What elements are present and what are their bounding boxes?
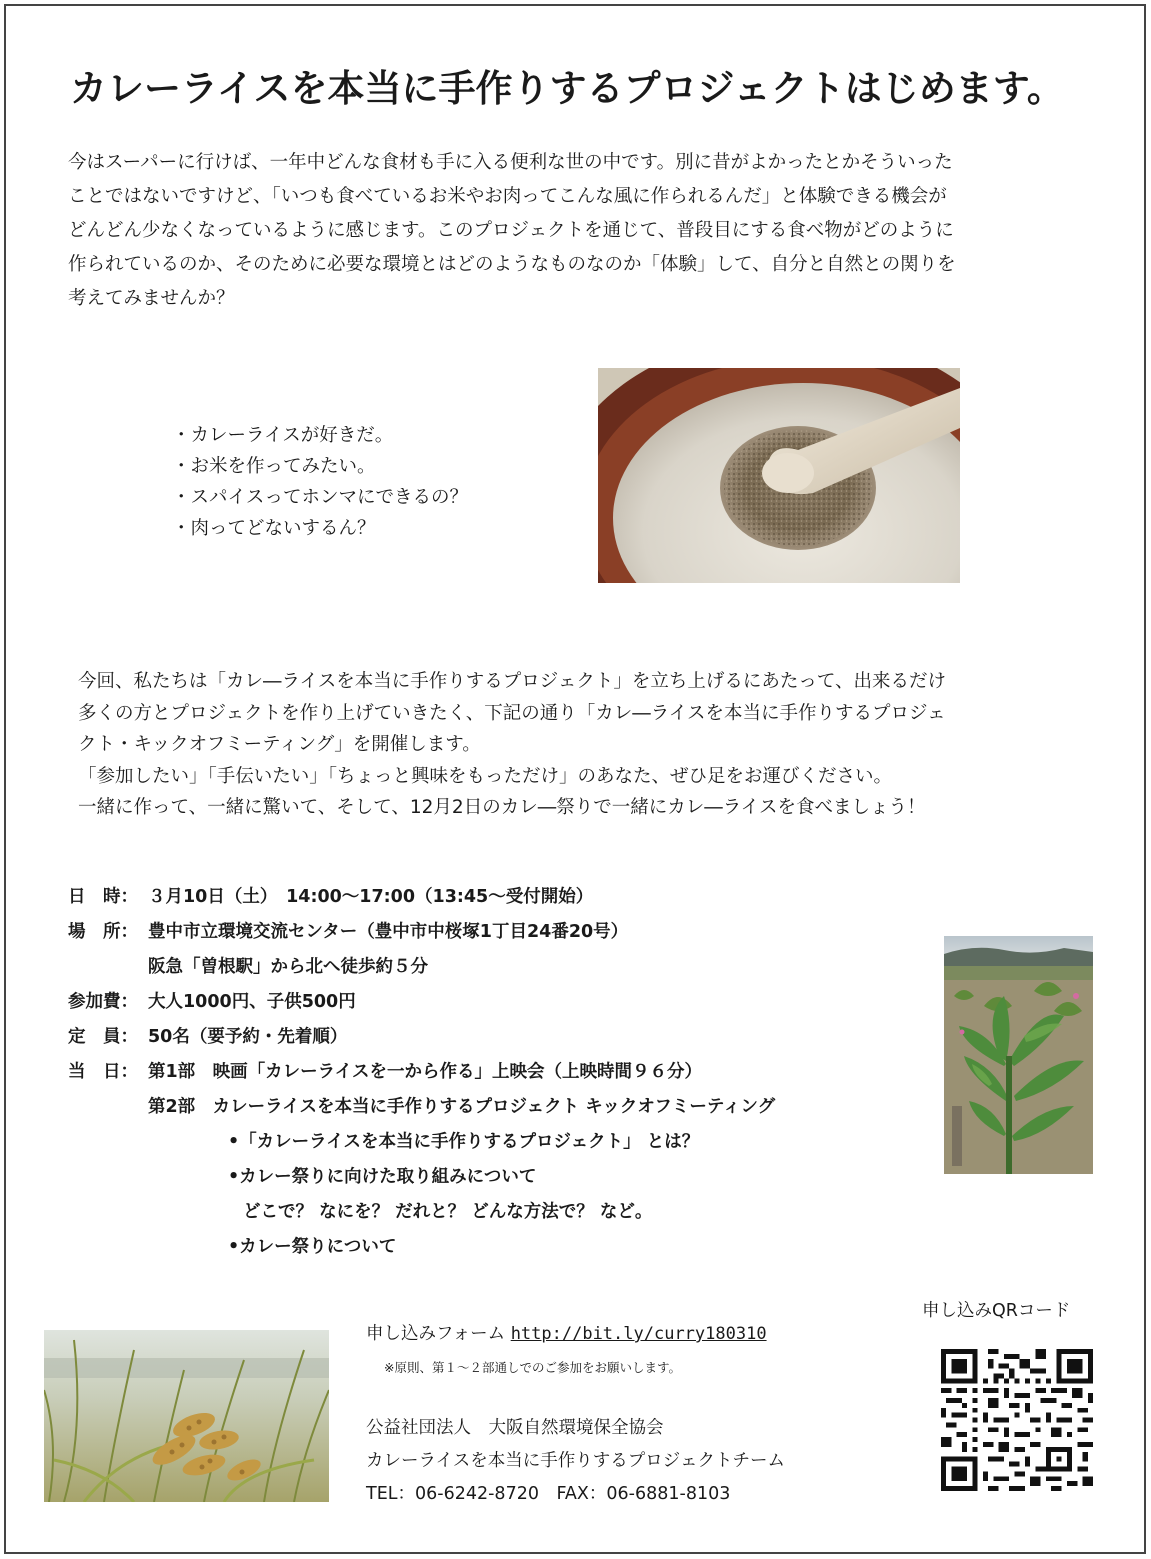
- program-item: •「カレーライスを本当に手作りするプロジェクト」 とは？: [228, 1132, 700, 1152]
- bullet-item: ・スパイスってホンマにできるの？: [172, 487, 469, 508]
- organization-name: 公益社団法人 大阪自然環境保全協会: [366, 1418, 664, 1438]
- date-label: 日 時：: [68, 887, 138, 907]
- program-item: •カレー祭りについて: [228, 1237, 397, 1257]
- part1-program: 第1部 映画「カレーライスを一から作る」上映会（上映時間９６分）: [148, 1062, 702, 1082]
- capacity-value: 50名（要予約・先着順）: [148, 1027, 348, 1047]
- organizer-info: [366, 1412, 785, 1511]
- announcement-line: 多くの方とプロジェクトを作り上げていきたく、下記の通り「カレ―ライスを本当に手作りするプロジェ: [78, 702, 946, 724]
- qr-code[interactable]: [941, 1349, 1093, 1491]
- bullet-item: ・カレーライスが好きだ。: [172, 425, 394, 446]
- team-name: カレーライスを本当に手作りするプロジェクトチーム: [366, 1451, 785, 1471]
- intro-line: 考えてみませんか？: [68, 288, 235, 309]
- intro-line: 作られているのか、そのために必要な環境とはどのようなものなのか「体験」して、自分と自然との関りを: [68, 254, 956, 275]
- fee-label: 参加費：: [68, 992, 138, 1012]
- turmeric-field-photo: [944, 936, 1093, 1174]
- part2-program: 第2部 カレーライスを本当に手作りするプロジェクト キックオフミーティング: [148, 1097, 776, 1117]
- program-item: •カレー祭りに向けた取り組みについて: [228, 1167, 537, 1187]
- mortar-spice-photo: [598, 368, 960, 583]
- announcement-line: 今回、私たちは「カレ―ライスを本当に手作りするプロジェクト」を立ち上げるにあたって、出来るだけ: [78, 671, 947, 692]
- rice-field-photo: [44, 1330, 329, 1502]
- page-title: カレーライスを本当に手作りするプロジェクトはじめます。: [70, 67, 1064, 110]
- intro-line: 今はスーパーに行けば、一年中どんな食材も手に入る便利な世の中です。別に昔がよかったとかそういった: [68, 152, 953, 173]
- announcement-line: クト・キックオフミーティング」を開催します。: [78, 734, 481, 755]
- form-url-link[interactable]: http://bit.ly/curry180310: [510, 1324, 767, 1344]
- application-form: [366, 1320, 767, 1345]
- qr-code-label: 申し込みQRコード: [922, 1301, 1071, 1321]
- event-fee-row: [68, 985, 775, 1020]
- bullet-item: ・お米を作ってみたい。: [172, 456, 376, 477]
- intro-line: ことではないですけど、「いつも食べているお米やお肉ってこんな風に作られるんだ」と体験できる機会が: [68, 186, 947, 207]
- bullet-item: ・肉ってどないするん？: [172, 518, 376, 539]
- fee-value: 大人1000円、子供500円: [148, 992, 356, 1012]
- event-place-row: [68, 915, 775, 950]
- event-details: [68, 880, 775, 1265]
- day-label: 当 日：: [68, 1062, 138, 1082]
- contact-info: TEL：06-6242-8720 FAX：06-6881-8103: [366, 1484, 731, 1504]
- program-item-detail: どこで？ なにを？ だれと？ どんな方法で？ など。: [243, 1202, 653, 1222]
- announcement-line: 「参加したい」「手伝いたい」「ちょっと興味をもっただけ」のあなた、ぜひ足をお運びください。: [78, 765, 893, 787]
- date-value: ３月10日（土） 14:00〜17:00（13:45〜受付開始）: [148, 887, 594, 907]
- announcement-paragraph: [78, 666, 1088, 824]
- form-label: 申し込みフォーム: [366, 1324, 511, 1344]
- intro-line: どんどん少なくなっているように感じます。このプロジェクトを通じて、普段目にする食べ物がどのように: [68, 220, 954, 241]
- event-date-row: [68, 880, 775, 915]
- place-value: 豊中市立環境交流センター（豊中市中桜塚1丁目24番20号）: [148, 922, 629, 942]
- announcement-line: 一緒に作って、一緒に驚いて、そして、12月2日のカレ―祭りで一緒にカレ―ライスを食べましょう！: [78, 797, 926, 818]
- intro-paragraph: [68, 146, 1088, 316]
- bullet-list: [172, 420, 468, 544]
- place-label: 場 所：: [68, 922, 138, 942]
- event-day-row: [68, 1055, 775, 1090]
- capacity-label: 定 員：: [68, 1027, 138, 1047]
- place-access: 阪急「曽根駅」から北へ徒歩約５分: [148, 957, 428, 977]
- event-capacity-row: [68, 1020, 775, 1055]
- participation-note: ※原則、第１〜２部通しでのご参加をお願いします。: [384, 1360, 681, 1375]
